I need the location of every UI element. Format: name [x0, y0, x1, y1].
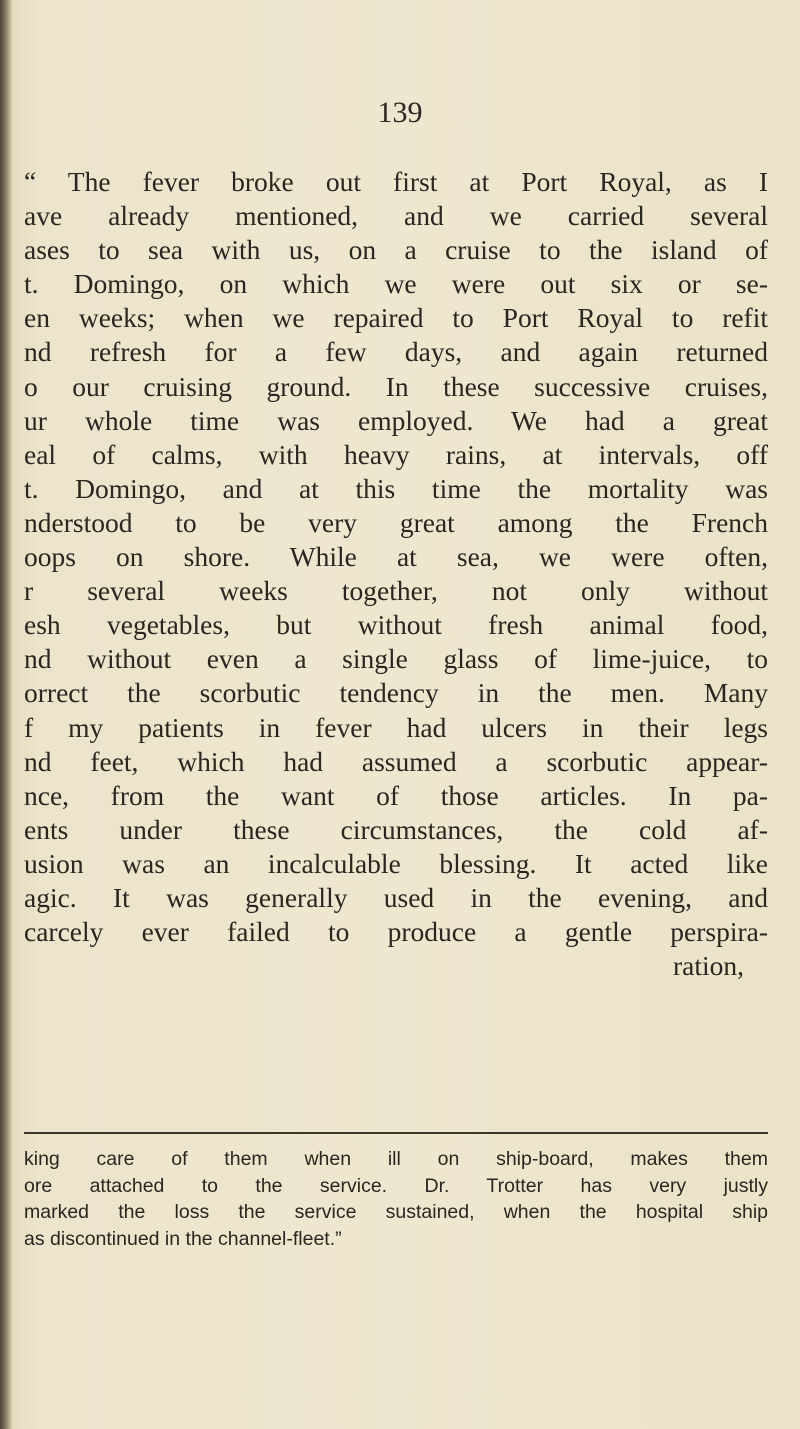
body-line: esh vegetables, but without fresh animal food,: [24, 609, 768, 641]
catchword: ration,: [672, 950, 744, 982]
body-line: r several weeks together, not only without: [24, 575, 768, 607]
body-line: “ The fever broke out first at Port Royal, as I: [24, 166, 768, 197]
body-line: eal of calms, with heavy rains, at intervals, off: [24, 438, 768, 470]
body-line: ents under these circumstances, the cold af-: [24, 813, 768, 845]
body-line: agic. It was generally used in the evening, and: [24, 881, 768, 913]
body-line: ases to sea with us, on a cruise to the island of: [24, 234, 768, 266]
body-line: nd feet, which had assumed a scorbutic appear-: [24, 745, 768, 777]
body-line: t. Domingo, and at this time the mortality was: [24, 472, 768, 504]
body-line: ur whole time was employed. We had a great: [24, 404, 768, 436]
footnote-divider: [24, 1132, 768, 1134]
body-line: en weeks; when we repaired to Port Royal to refit: [24, 302, 768, 334]
footnote-line: as discontinued in the channel-fleet.”: [24, 1227, 342, 1250]
page-number: 139: [377, 96, 423, 129]
body-line: usion was an incalculable blessing. It acted like: [24, 847, 768, 879]
footnote-line: marked the loss the service sustained, when the hospital ship: [24, 1201, 768, 1224]
body-line: o our cruising ground. In these successive cruises,: [24, 370, 768, 402]
body-line: f my patients in fever had ulcers in their legs: [24, 711, 768, 743]
body-line: nce, from the want of those articles. In pa-: [24, 779, 768, 811]
footnote: [24, 1146, 768, 1252]
body-text: [24, 165, 768, 983]
body-line: nderstood to be very great among the French: [24, 506, 768, 538]
body-line: nd without even a single glass of lime-juice, to: [24, 643, 768, 675]
body-line: carcely ever failed to produce a gentle perspira-: [24, 916, 768, 948]
body-line: ave already mentioned, and we carried several: [24, 200, 768, 232]
body-line: oops on shore. While at sea, we were often,: [24, 541, 768, 573]
body-line: orrect the scorbutic tendency in the men. Many: [24, 677, 768, 709]
body-line: t. Domingo, on which we were out six or se-: [24, 268, 768, 300]
body-line: nd refresh for a few days, and again returned: [24, 336, 768, 368]
binding-edge: [0, 0, 12, 1429]
footnote-line: ore attached to the service. Dr. Trotter has very justly: [24, 1174, 768, 1197]
footnote-line: king care of them when ill on ship-board, makes them: [24, 1148, 768, 1170]
